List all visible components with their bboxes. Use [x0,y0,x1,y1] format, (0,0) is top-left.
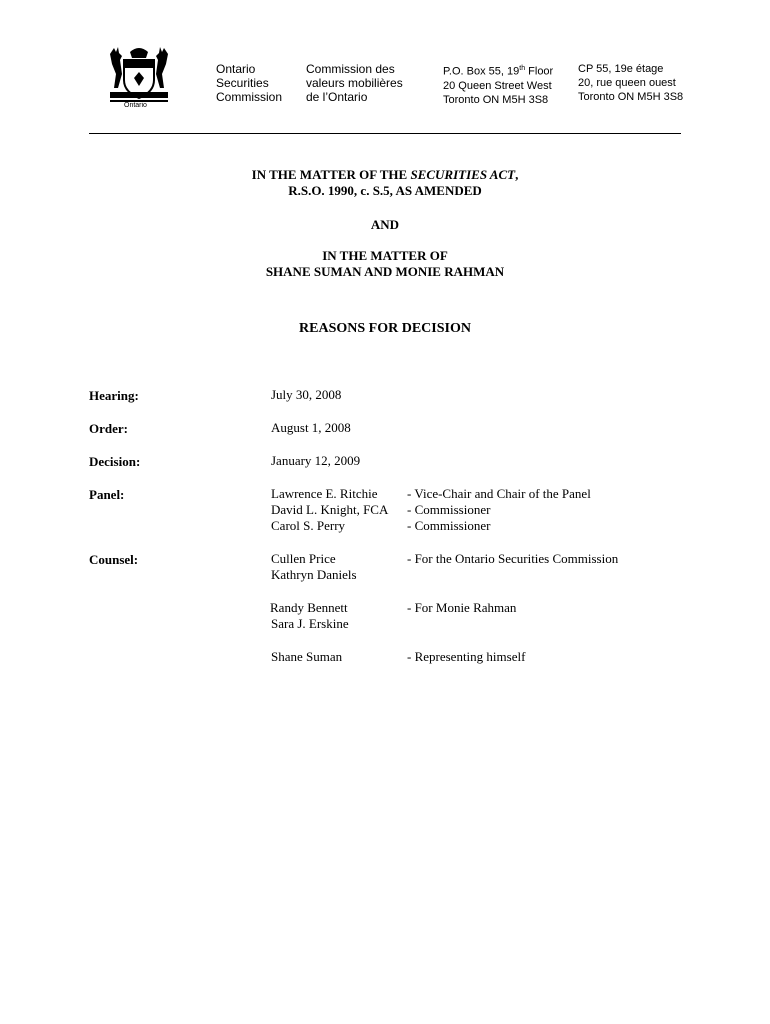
header-french-address [578,62,683,104]
counsel-label: Counsel: [89,552,139,567]
header-english-name [216,62,282,104]
title-line-3: IN THE MATTER OF [322,248,448,263]
ontario-coat-of-arms-logo [104,44,174,114]
counsel-name: Sara J. Erskine [271,616,349,631]
order-label: Order: [89,421,128,436]
header-text-line: de l’Ontario [306,90,368,104]
header-text-line: valeurs mobilières [306,76,403,90]
counsel-name: Cullen Price [271,551,336,566]
header-text-line: Toronto ON M5H 3S8 [578,91,684,103]
panel-member-name: David L. Knight, FCA [271,502,389,517]
counsel-name: Kathryn Daniels [271,567,357,582]
hearing-date: July 30, 2008 [271,387,342,402]
title-line-2: R.S.O. 1990, c. S.5, AS AMENDED [288,183,482,198]
counsel-name: Randy Bennett [270,600,348,615]
decision-label: Decision: [89,454,141,469]
panel-member-role: - Commissioner [407,502,491,517]
header-text-line: Toronto ON M5H 3S8 [443,93,549,106]
header-text-line: Ontario [216,62,256,76]
header-text-line: Commission des [306,62,395,76]
header-text-line: Commission [216,90,283,104]
counsel-role: - Representing himself [407,649,526,664]
panel-label: Panel: [89,487,125,502]
header-text-line: 20 Queen Street West [443,79,552,92]
hearing-label: Hearing: [89,388,139,403]
header-divider [89,133,681,134]
counsel-role: - For Monie Rahman [407,600,517,615]
coat-of-arms-icon [104,44,174,106]
panel-member-role: - Vice-Chair and Chair of the Panel [407,486,591,501]
header-english-address [443,62,553,107]
header-text-line: CP 55, 19e étage [578,63,664,75]
panel-member-name: Carol S. Perry [271,518,346,533]
logo-caption: Ontario [124,102,147,109]
header-french-name [306,62,403,104]
panel-member-name: Lawrence E. Ritchie [271,486,378,501]
header-text-line: Securities [216,76,269,90]
counsel-role: - For the Ontario Securities Commission [407,551,619,566]
title-and: AND [370,217,400,232]
panel-member-role: - Commissioner [407,518,491,533]
title-line-1: IN THE MATTER OF THE SECURITIES ACT, [251,167,519,182]
decision-date: January 12, 2009 [271,453,361,468]
header-text-line: 20, rue queen ouest [578,77,676,89]
order-date: August 1, 2008 [271,420,351,435]
document-heading: REASONS FOR DECISION [299,321,471,336]
counsel-name: Shane Suman [271,649,343,664]
title-line-4: SHANE SUMAN AND MONIE RAHMAN [265,264,505,279]
header-text-line: P.O. Box 55, 19th Floor [443,65,554,78]
